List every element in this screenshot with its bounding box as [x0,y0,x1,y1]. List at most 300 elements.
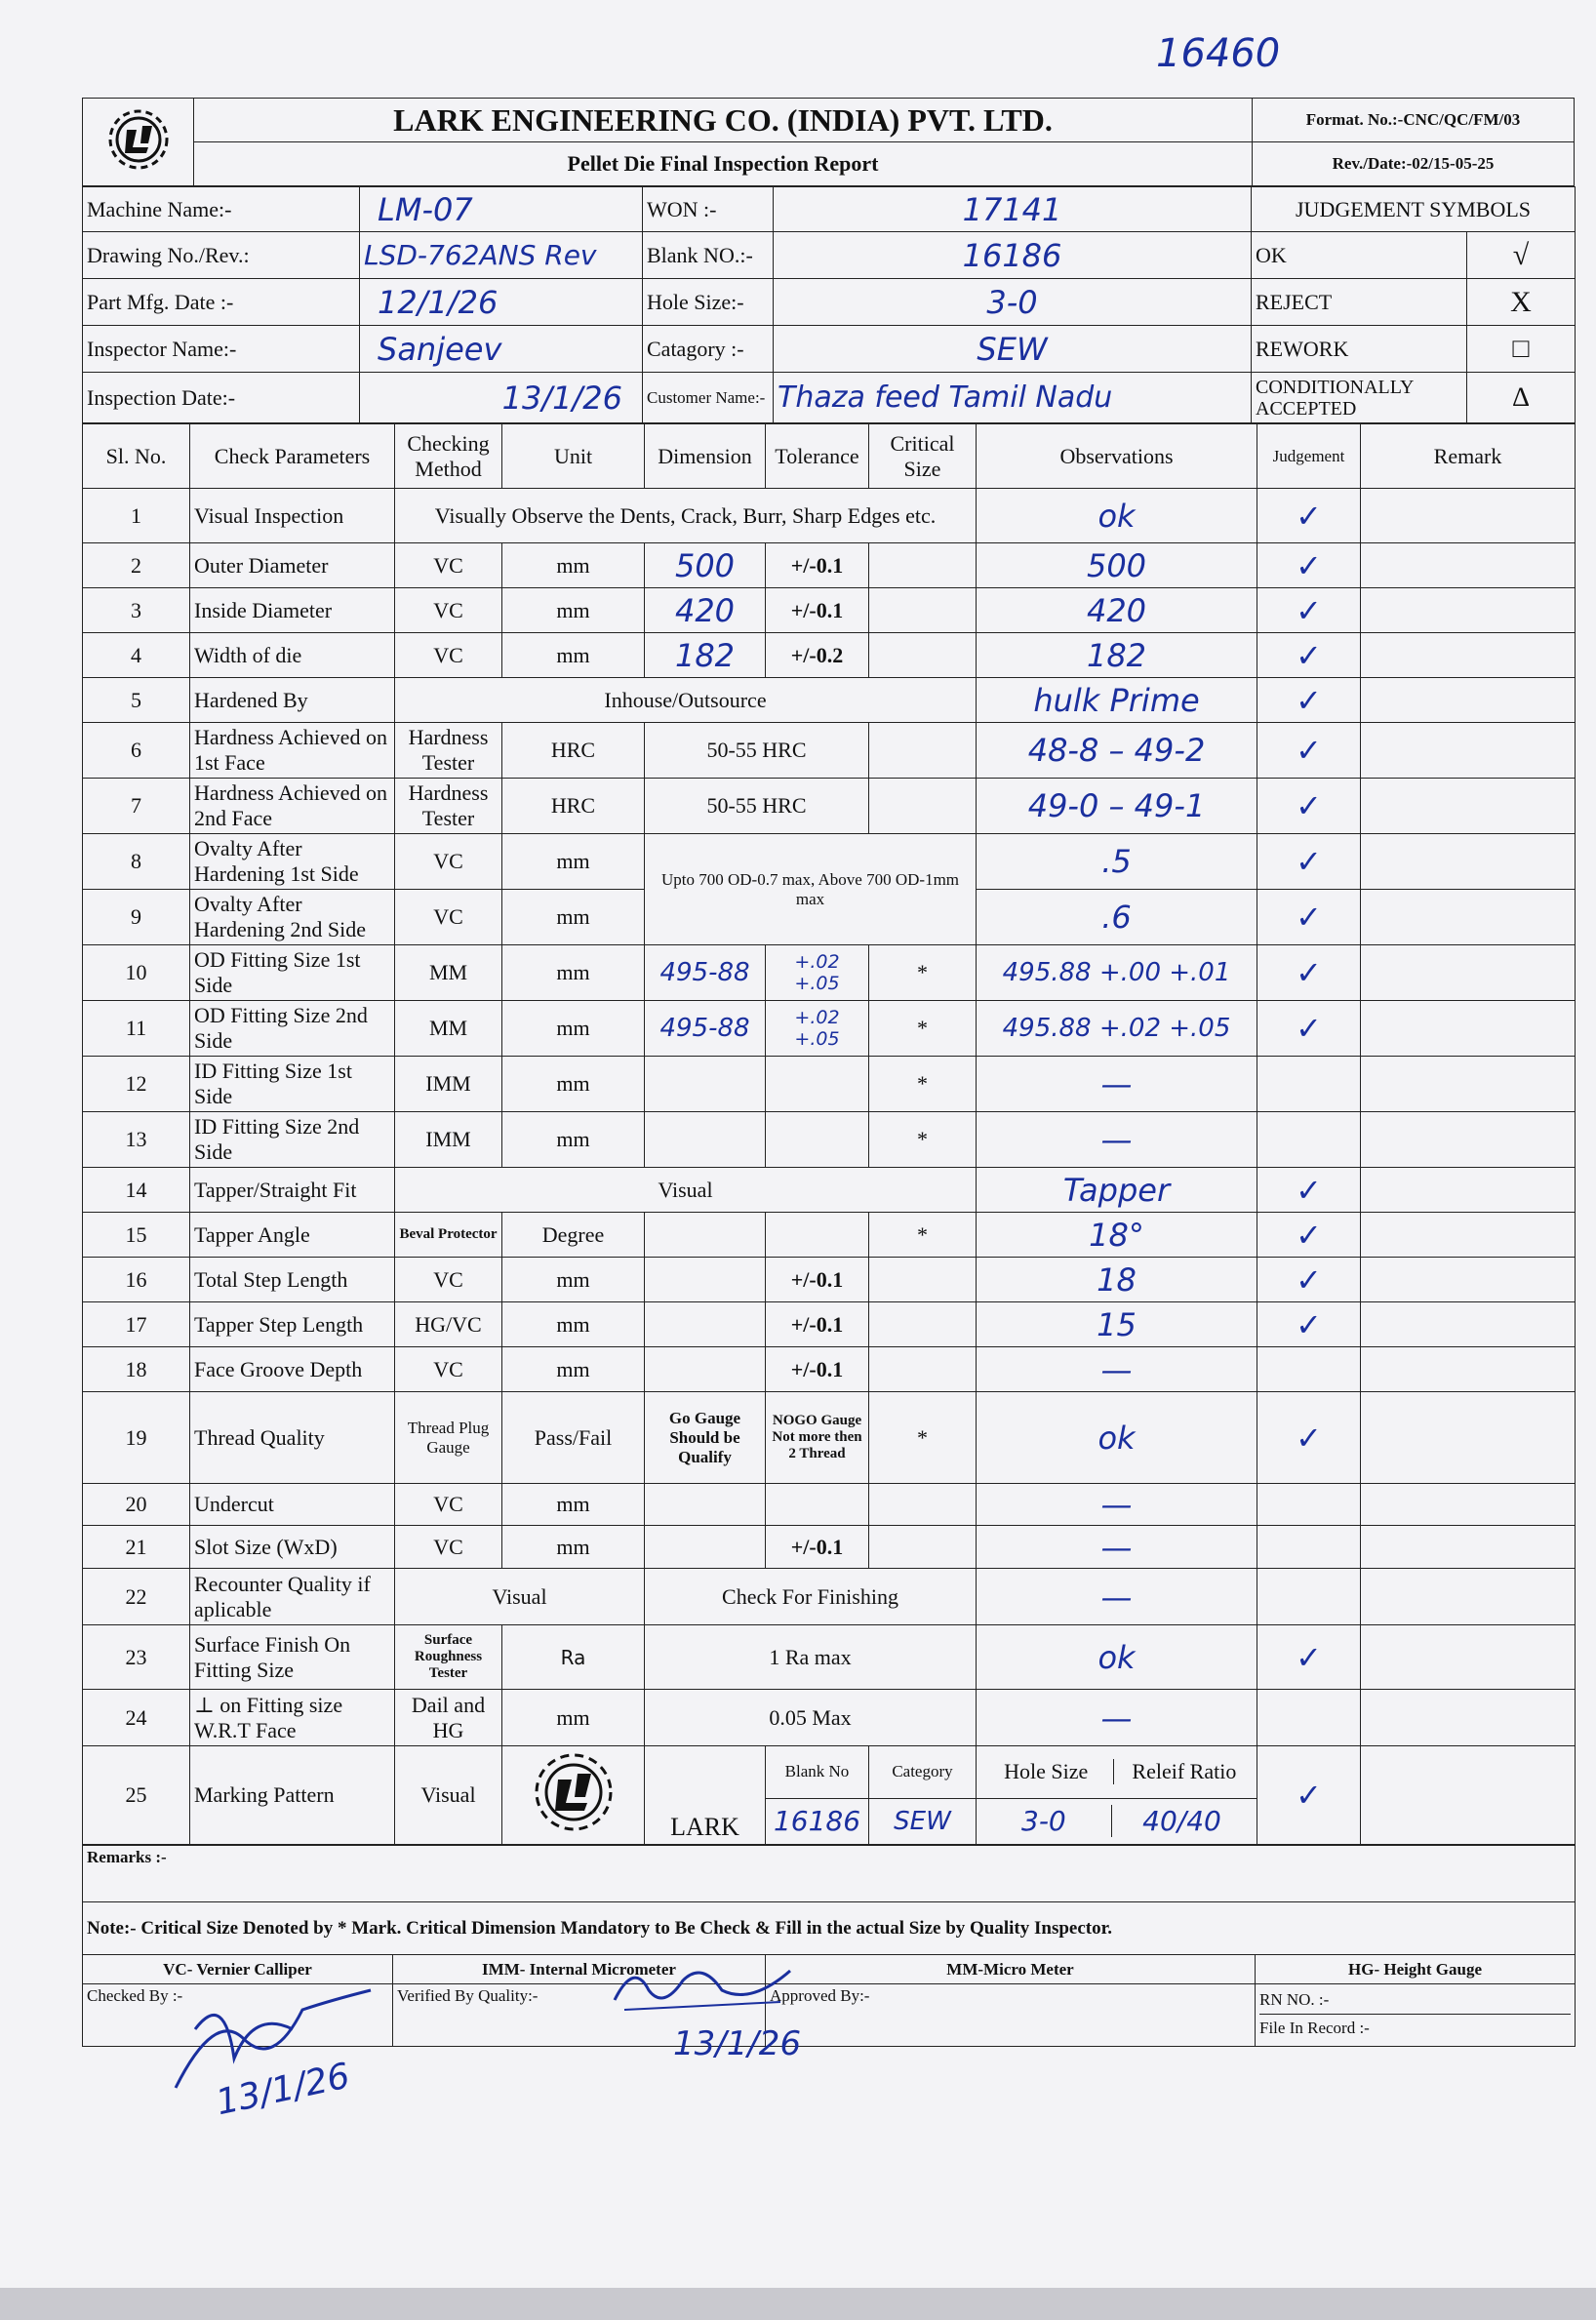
symbol-conditional: ∆ [1467,373,1576,423]
marking-category-value: SEW [869,1798,977,1844]
row-remark [1361,1526,1576,1569]
row-tolerance [766,1057,869,1112]
row-critical [869,543,977,588]
row-method: VC [395,633,502,678]
row-method: IMM [395,1057,502,1112]
part-mfg-date-label: Part Mfg. Date :- [83,279,360,326]
report-title: Pellet Die Final Inspection Report [194,142,1253,186]
col-tolerance: Tolerance [766,424,869,489]
row-unit: mm [502,633,645,678]
row-critical [869,1258,977,1302]
marking-blank-no-header: Blank No [766,1746,869,1799]
marking-hole-ratio-header [977,1746,1257,1799]
row-unit: mm [502,1258,645,1302]
row-critical [869,779,977,834]
row-parameter: OD Fitting Size 2nd Side [190,1001,395,1057]
row-sl-no: 8 [83,834,190,890]
row-dimension [645,1258,766,1302]
row-critical: * [869,1213,977,1258]
customer-name-label: Customer Name:- [643,373,774,423]
row-parameter: Hardness Achieved on 2nd Face [190,779,395,834]
row-judgement [1257,1347,1361,1392]
verified-by-label: Verified By Quality:- [393,1984,766,2047]
row-remark [1361,633,1576,678]
row-sl-no: 10 [83,945,190,1001]
row-parameter: Surface Finish On Fitting Size [190,1625,395,1690]
row-sl-no: 16 [83,1258,190,1302]
signature-scribble-icon [605,1951,800,2020]
row-method: VC [395,588,502,633]
row-remark [1361,1057,1576,1112]
row-observation: Tapper [977,1168,1257,1213]
row-method: HG/VC [395,1302,502,1347]
row-remark [1361,945,1576,1001]
row-judgement: ✓ [1257,1302,1361,1347]
marking-hole-size-value: 3-0 [1021,1805,1066,1838]
row-observation: — [977,1347,1257,1392]
critical-size-note: Note:- Critical Size Denoted by * Mark. Critical Dimension Mandatory to Be Check & Fill in the actual Size by Quality Inspector. [83,1902,1576,1955]
gear-logo-icon [515,1748,632,1836]
row-unit: mm [502,1690,645,1746]
row-dimension: 500 [645,543,766,588]
marking-lark-text: LARK [645,1746,766,1845]
row-tolerance: +.02 +.05 [766,1001,869,1057]
col-sl-no: Sl. No. [83,424,190,489]
row-tolerance: +/-0.2 [766,633,869,678]
row-judgement [1257,1057,1361,1112]
marking-hole-size-header: Hole Size [1004,1759,1089,1784]
row-parameter: Tapper Angle [190,1213,395,1258]
marking-relief-ratio-value: 40/40 [1111,1805,1253,1837]
row-judgement: ✓ [1257,678,1361,723]
verifier-signature [605,1951,801,2063]
won-label: WON :- [643,187,774,232]
table-row [83,588,1576,633]
legend-vc: VC- Vernier Calliper [83,1955,393,1984]
col-checking-method: Checking Method [395,424,502,489]
row-judgement: ✓ [1257,890,1361,945]
row-critical: * [869,1001,977,1057]
symbol-ok: √ [1467,232,1576,279]
marking-logo [502,1746,645,1845]
row-judgement [1257,1112,1361,1168]
row-sl-no: 17 [83,1302,190,1347]
row-method: VC [395,834,502,890]
row-method: IMM [395,1112,502,1168]
row-parameter: Tapper Step Length [190,1302,395,1347]
row-sl-no: 9 [83,890,190,945]
row-unit: mm [502,1347,645,1392]
row-judgement: ✓ [1257,543,1361,588]
row-observation: — [977,1484,1257,1526]
row-sl-no: 4 [83,633,190,678]
company-logo [83,99,194,186]
row-observation: .6 [977,890,1257,945]
table-row [83,779,1576,834]
row-unit: mm [502,1484,645,1526]
row-parameter: Ovalty After Hardening 2nd Side [190,890,395,945]
row-method: MM [395,945,502,1001]
row-dimension [645,1302,766,1347]
blank-no-value: 16186 [774,232,1252,279]
part-info-block [82,186,1576,423]
col-observations: Observations [977,424,1257,489]
checker-signature [156,1971,410,2124]
row-unit: HRC [502,779,645,834]
catagory-label: Catagory :- [643,326,774,373]
row-parameter: ID Fitting Size 1st Side [190,1057,395,1112]
row-critical [869,1484,977,1526]
row-remark [1361,588,1576,633]
row-observation: — [977,1057,1257,1112]
company-name: LARK ENGINEERING CO. (INDIA) PVT. LTD. [194,99,1253,142]
table-row [83,1690,1576,1746]
row-judgement: ✓ [1257,779,1361,834]
row-remark [1361,678,1576,723]
row-tolerance: +/-0.1 [766,1258,869,1302]
row-critical: * [869,1057,977,1112]
document-serial-number: 16460 [1156,31,1281,76]
row-sl-no: 5 [83,678,190,723]
row-method: VC [395,1258,502,1302]
legend-hg: HG- Height Gauge [1256,1955,1576,1984]
row-parameter: Recounter Quality if aplicable [190,1569,395,1625]
legend-imm: IMM- Internal Micrometer [393,1955,766,1984]
gear-logo-icon [92,108,185,171]
row-tolerance [766,1112,869,1168]
row-tolerance [766,1213,869,1258]
row-parameter: Inside Diameter [190,588,395,633]
col-unit: Unit [502,424,645,489]
marking-category-header: Category [869,1746,977,1799]
row-spec: 0.05 Max [645,1690,977,1746]
row-judgement [1257,1690,1361,1746]
row-tolerance: +/-0.1 [766,543,869,588]
symbol-reject: X [1467,279,1576,326]
row-spec: Visually Observe the Dents, Crack, Burr, Sharp Edges etc. [395,489,977,543]
row-dimension [645,1526,766,1569]
row-observation: .5 [977,834,1257,890]
approved-by-label: Approved By:- [766,1984,1256,2047]
symbol-rework: □ [1467,326,1576,373]
row-remark [1361,834,1576,890]
row-sl-no: 1 [83,489,190,543]
row-observation: 182 [977,633,1257,678]
row-unit: mm [502,890,645,945]
row-method: VC [395,543,502,588]
col-judgement: Judgement [1257,424,1361,489]
row-remark [1361,779,1576,834]
col-check-parameters: Check Parameters [190,424,395,489]
row-parameter: Total Step Length [190,1258,395,1302]
row-method: Beval Protector [395,1213,502,1258]
row-sl-no: 18 [83,1347,190,1392]
row-spec: 50-55 HRC [645,779,869,834]
row-sl-no: 12 [83,1057,190,1112]
col-critical-size: Critical Size [869,424,977,489]
row-remark [1361,1001,1576,1057]
table-row [83,834,1576,890]
remarks-label: Remarks :- [83,1846,1576,1902]
table-row [83,945,1576,1001]
row-remark [1361,1625,1576,1690]
row-tolerance [766,1484,869,1526]
row-judgement: ✓ [1257,945,1361,1001]
row-tolerance: +.02 +.05 [766,945,869,1001]
row-unit: mm [502,945,645,1001]
row-sl-no: 22 [83,1569,190,1625]
marking-pattern-row [83,1746,1576,1799]
row-parameter: Face Groove Depth [190,1347,395,1392]
row-remark [1361,489,1576,543]
row-unit: mm [502,588,645,633]
table-row [83,1213,1576,1258]
row-dimension: 495-88 [645,1001,766,1057]
row-judgement: ✓ [1257,1746,1361,1845]
report-header [82,98,1575,186]
table-row [83,723,1576,779]
row-dimension: 495-88 [645,945,766,1001]
row-sl-no: 19 [83,1392,190,1484]
scan-edge-shadow [0,2288,1596,2320]
row-method: Visual [395,1569,645,1625]
table-row [83,1168,1576,1213]
row-method: VC [395,890,502,945]
row-method: Visual [395,1746,502,1845]
row-method: Hardness Tester [395,723,502,779]
row-remark [1361,543,1576,588]
row-dimension: Go Gauge Should be Qualify [645,1392,766,1484]
row-spec: Visual [395,1168,977,1213]
row-observation: 18 [977,1258,1257,1302]
symbol-reject-label: REJECT [1252,279,1467,326]
row-method: Surface Roughness Tester [395,1625,502,1690]
row-observation: 15 [977,1302,1257,1347]
row-spec: 50-55 HRC [645,723,869,779]
table-row [83,1625,1576,1690]
row-method: VC [395,1347,502,1392]
row-parameter: OD Fitting Size 1st Side [190,945,395,1001]
row-observation: 495.88 +.02 +.05 [977,1001,1257,1057]
customer-name-value: Thaza feed Tamil Nadu [774,373,1252,423]
row-tolerance: +/-0.1 [766,1526,869,1569]
row-parameter: Thread Quality [190,1392,395,1484]
row-judgement: ✓ [1257,588,1361,633]
row-dimension [645,1112,766,1168]
row-parameter: Tapper/Straight Fit [190,1168,395,1213]
row-parameter: Ovalty After Hardening 1st Side [190,834,395,890]
table-row [83,1057,1576,1112]
table-row [83,1526,1576,1569]
row-sl-no: 11 [83,1001,190,1057]
row-parameter: ID Fitting Size 2nd Side [190,1112,395,1168]
checked-by-label: Checked By :- [83,1984,393,2047]
row-sl-no: 20 [83,1484,190,1526]
table-row [83,1001,1576,1057]
row-observation: — [977,1569,1257,1625]
row-unit: HRC [502,723,645,779]
row-remark [1361,1347,1576,1392]
row-tolerance: NOGO Gauge Not more then 2 Thread [766,1392,869,1484]
row-parameter: Undercut [190,1484,395,1526]
table-row [83,1302,1576,1347]
row-unit: mm [502,1057,645,1112]
row-remark [1361,723,1576,779]
row-parameter: Slot Size (WxD) [190,1526,395,1569]
row-observation: 500 [977,543,1257,588]
row-dimension: 182 [645,633,766,678]
row-observation: — [977,1526,1257,1569]
marking-hole-ratio-values [977,1798,1257,1844]
ovalty-spec: Upto 700 OD-0.7 max, Above 700 OD-1mm max [645,834,977,945]
part-mfg-date-value: 12/1/26 [360,279,643,326]
row-parameter: ⊥ on Fitting size W.R.T Face [190,1690,395,1746]
table-row [83,1347,1576,1392]
row-unit: Pass/Fail [502,1392,645,1484]
row-remark [1361,1112,1576,1168]
judgement-symbols-title: JUDGEMENT SYMBOLS [1252,187,1576,232]
row-sl-no: 13 [83,1112,190,1168]
table-row [83,1484,1576,1526]
row-parameter: Hardness Achieved on 1st Face [190,723,395,779]
row-dimension [645,1347,766,1392]
row-critical [869,1526,977,1569]
row-sl-no: 7 [83,779,190,834]
row-spec: Check For Finishing [645,1569,977,1625]
drawing-no-value: LSD-762ANS Rev [360,232,643,279]
row-dimension [645,1484,766,1526]
row-judgement: ✓ [1257,1168,1361,1213]
row-parameter: Outer Diameter [190,543,395,588]
row-sl-no: 25 [83,1746,190,1845]
row-sl-no: 23 [83,1625,190,1690]
row-remark [1361,1213,1576,1258]
row-remark [1361,890,1576,945]
row-judgement: ✓ [1257,1392,1361,1484]
row-sl-no: 6 [83,723,190,779]
row-judgement: ✓ [1257,489,1361,543]
row-sl-no: 3 [83,588,190,633]
row-observation: ok [977,1392,1257,1484]
symbol-conditional-label: CONDITIONALLY ACCEPTED [1252,373,1467,423]
row-observation: 495.88 +.00 +.01 [977,945,1257,1001]
table-row [83,489,1576,543]
row-dimension: 420 [645,588,766,633]
row-method: MM [395,1001,502,1057]
marking-relief-ratio-header: Releif Ratio [1113,1759,1255,1784]
row-observation: ok [977,489,1257,543]
rn-no-label: RN NO. :- [1259,1990,1330,2009]
format-number: Format. No.:-CNC/QC/FM/03 [1253,99,1575,142]
row-unit: mm [502,1001,645,1057]
inspection-sheet [82,98,1575,2047]
row-judgement: ✓ [1257,633,1361,678]
row-observation: 420 [977,588,1257,633]
row-remark [1361,1302,1576,1347]
row-critical: * [869,1112,977,1168]
hole-size-value: 3-0 [774,279,1252,326]
table-row [83,1112,1576,1168]
table-row [83,543,1576,588]
row-critical [869,1302,977,1347]
row-parameter: Hardened By [190,678,395,723]
row-critical: * [869,945,977,1001]
row-sl-no: 21 [83,1526,190,1569]
catagory-value: SEW [774,326,1252,373]
file-in-record-label: File In Record :- [1259,2014,1571,2042]
row-unit: mm [502,1112,645,1168]
hole-size-label: Hole Size:- [643,279,774,326]
table-row [83,1569,1576,1625]
row-judgement: ✓ [1257,1001,1361,1057]
col-remark: Remark [1361,424,1576,489]
row-remark [1361,1569,1576,1625]
row-unit: Ra [502,1625,645,1690]
row-method: Hardness Tester [395,779,502,834]
row-observation: — [977,1690,1257,1746]
row-method: VC [395,1526,502,1569]
row-remark [1361,1484,1576,1526]
row-dimension [645,1057,766,1112]
row-critical: * [869,1392,977,1484]
machine-name-value: LM-07 [360,187,643,232]
row-judgement: ✓ [1257,1213,1361,1258]
table-row [83,678,1576,723]
symbol-ok-label: OK [1252,232,1467,279]
table-row [83,1258,1576,1302]
inspector-name-value: Sanjeev [360,326,643,373]
row-remark [1361,1690,1576,1746]
row-tolerance: +/-0.1 [766,588,869,633]
row-judgement: ✓ [1257,834,1361,890]
row-remark [1361,1746,1576,1845]
row-judgement [1257,1484,1361,1526]
row-critical [869,723,977,779]
row-judgement [1257,1526,1361,1569]
won-value: 17141 [774,187,1252,232]
inspection-date-label: Inspection Date:- [83,373,360,423]
row-method: Dail and HG [395,1690,502,1746]
row-parameter: Width of die [190,633,395,678]
row-spec: 1 Ra max [645,1625,977,1690]
row-critical [869,588,977,633]
row-method: VC [395,1484,502,1526]
inspection-date-value: 13/1/26 [360,373,643,423]
row-critical [869,633,977,678]
row-dimension [645,1213,766,1258]
row-observation: ok [977,1625,1257,1690]
column-header-row [83,424,1576,489]
table-row [83,633,1576,678]
row-observation: 18° [977,1213,1257,1258]
row-spec: Inhouse/Outsource [395,678,977,723]
checker-signature-date: 13/1/26 [212,2056,354,2124]
row-unit: Degree [502,1213,645,1258]
record-block [1256,1984,1576,2047]
row-remark [1361,1258,1576,1302]
row-observation: hulk Prime [977,678,1257,723]
row-sl-no: 15 [83,1213,190,1258]
blank-no-label: Blank NO.:- [643,232,774,279]
machine-name-label: Machine Name:- [83,187,360,232]
row-remark [1361,1168,1576,1213]
row-unit: mm [502,543,645,588]
row-remark [1361,1392,1576,1484]
row-observation: 48-8 – 49-2 [977,723,1257,779]
row-observation: 49-0 – 49-1 [977,779,1257,834]
row-judgement: ✓ [1257,1625,1361,1690]
row-judgement [1257,1569,1361,1625]
